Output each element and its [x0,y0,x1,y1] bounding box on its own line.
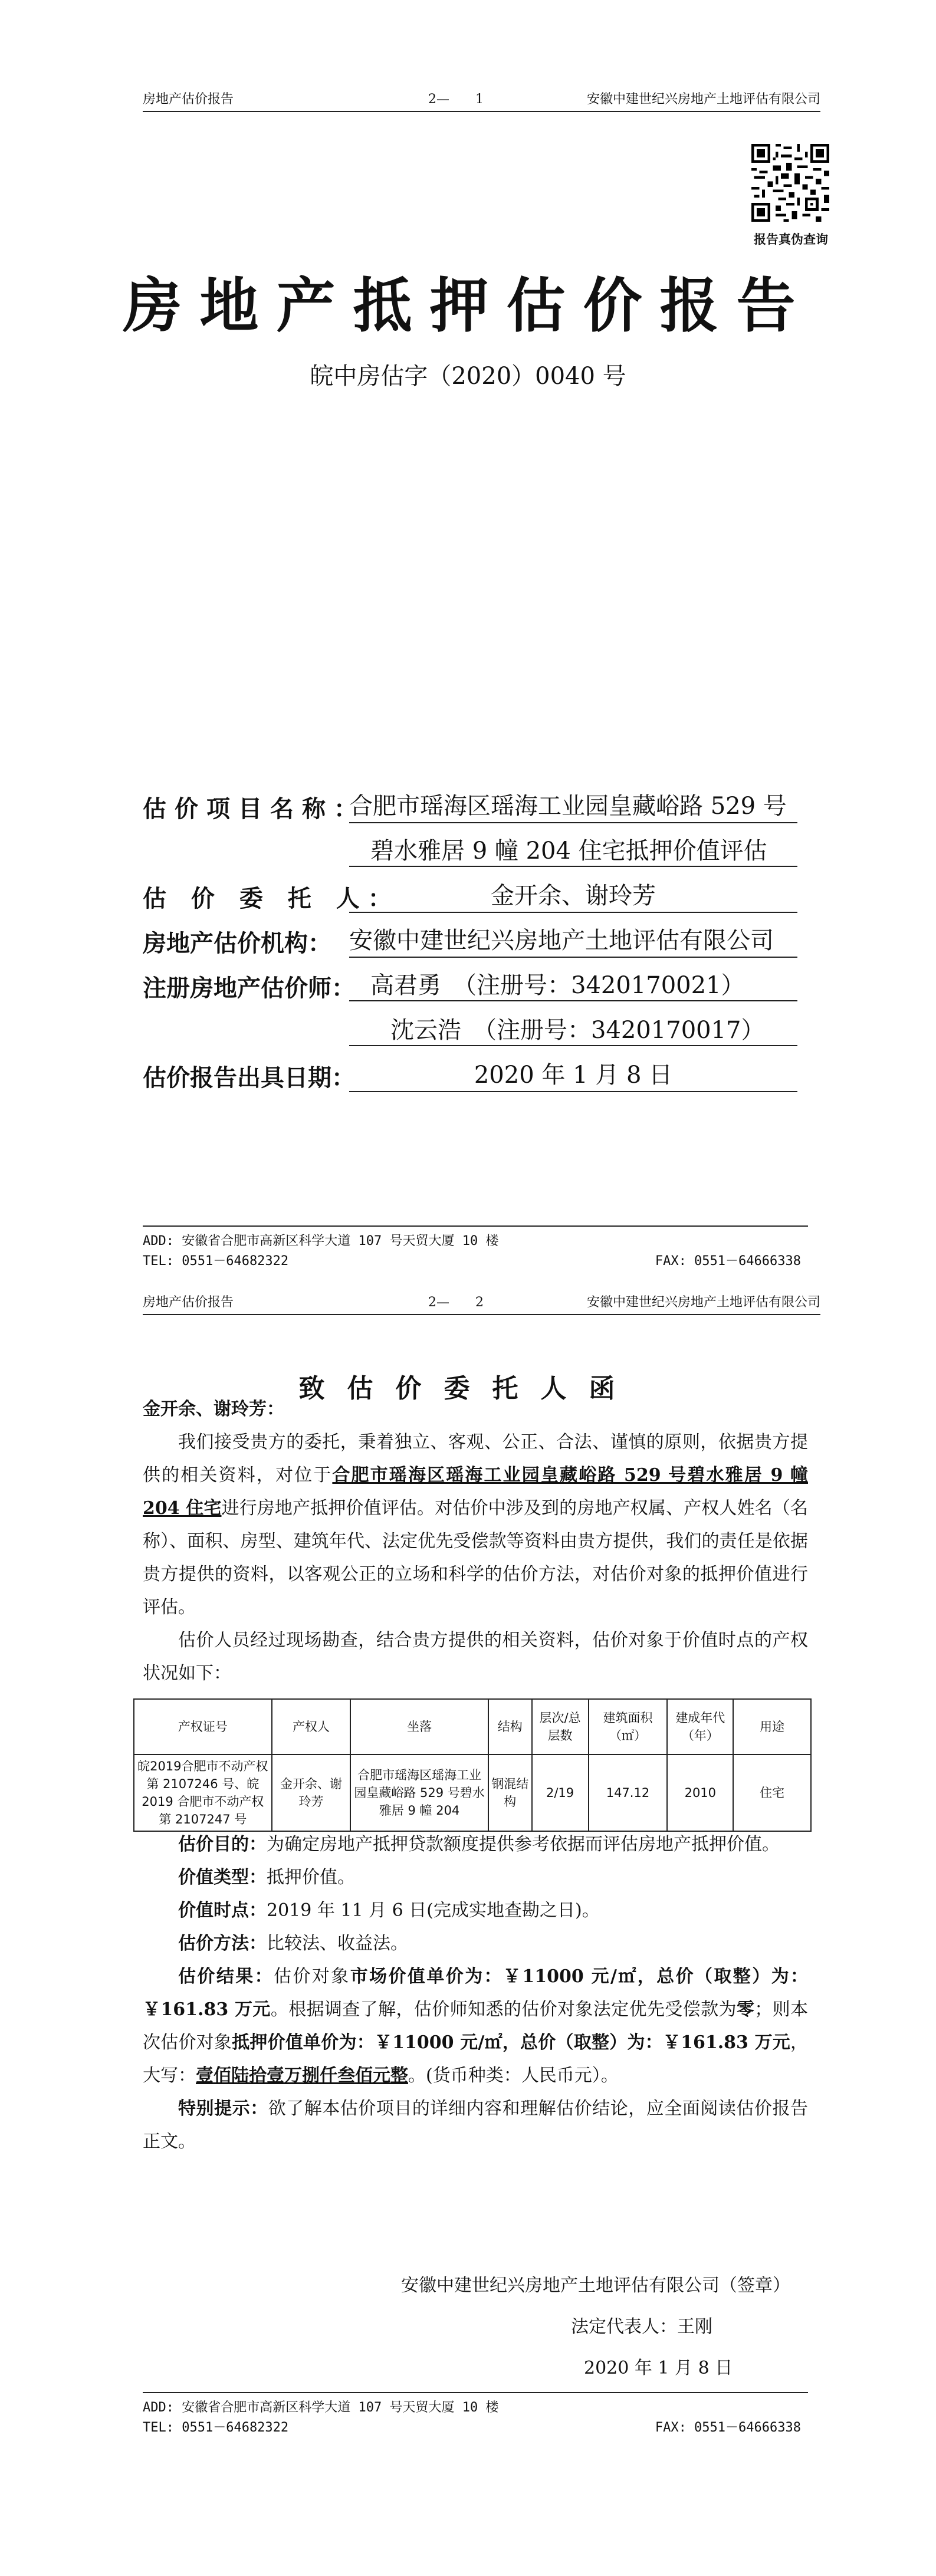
item-result [143,1960,808,2092]
info-value: 碧水雅居 9 幢 204 住宅抵押价值评估 [349,835,797,867]
info-label: 估价项目名称： [143,795,366,823]
table-header: 产权人 [272,1699,351,1754]
letter-paragraph-1 [143,1426,808,1624]
item-value: 2019 年 11 月 6 日(完成实地查勘之日)。 [267,1900,600,1921]
cover-info-block [143,790,809,1104]
item-label: 价值类型： [178,1867,267,1888]
letter-greeting: 金开余、谢玲芳： [143,1399,284,1420]
info-label: 估价报告出具日期： [143,1064,355,1092]
result-market-value: 市场价值单价为：￥11000 元/㎡，总价（取整）为：￥161.83 万元 [143,1966,809,2020]
table-header: 建筑面积（㎡） [589,1699,668,1754]
footer-divider [143,1225,808,1227]
item-value: 欲了解本估价项目的详细内容和理解估价结论，应全面阅读估价报告正文。 [143,2098,809,2152]
item-value: 比较法、收益法。 [267,1933,408,1954]
footer-fax: FAX: 0551－64666338 [655,2420,801,2435]
info-value: 合肥市瑶海区瑶海工业园皇藏峪路 529 号 [349,790,797,823]
page-footer [143,2392,801,2438]
result-priority-claims: 零 [736,1999,755,2020]
header-left: 房地产估价报告 [143,92,234,107]
info-row-project-cont [143,835,809,880]
letter-page [0,1292,936,2576]
property-rights-table [133,1698,812,1832]
document-number: 皖中房估字（2020）0040 号 [310,363,626,390]
result-text: ，大写： [143,2032,808,2086]
footer-contact [143,1251,801,1271]
result-text: 估价对象 [274,1966,350,1987]
result-text: 。(货币种类：人民币元）。 [408,2065,619,2086]
signing-company: 安徽中建世纪兴房地产土地评估有限公司（签章） [401,2275,790,2296]
header-page-number: 2— 1 [428,92,484,107]
table-cell: 2010 [667,1754,733,1831]
table-cell: 合肥市瑶海区瑶海工业园皇藏峪路 529 号碧水雅居 9 幢 204 [350,1754,488,1831]
table-header: 结构 [488,1699,532,1754]
result-mortgage-value: 抵押价值单价为：￥11000 元/㎡，总价（取整）为：￥161.83 万元 [232,2032,790,2053]
footer-fax: FAX: 0551－64666338 [655,1254,801,1269]
item-special-note [143,2092,808,2158]
info-value: 高君勇 （注册号：3420170021） [349,970,797,1001]
footer-address: ADD: 安徽省合肥市高新区科学大道 107 号天贸大厦 10 楼 [143,2400,499,2415]
item-label: 价值时点： [178,1900,267,1921]
info-row-appraiser-2 [143,1014,809,1059]
qr-caption: 报告真伪查询 [754,232,828,247]
result-amount-words: 壹佰陆拾壹万捌仟叁佰元整 [196,2065,408,2086]
table-cell: 皖2019合肥市不动产权第 2107246 号、皖2019 合肥市不动产权第 2107247 号 [134,1754,272,1831]
table-cell: 147.12 [589,1754,668,1831]
appraisal-items [143,1828,808,2158]
header-left: 房地产估价报告 [143,1295,234,1310]
p1-text-c: 进行房地产抵押价值评估。对估价中涉及到的房地产权属、产权人姓名（名称）、面积、房型、建筑年代、法定优先受偿款等资料由贵方提供，我们的责任是依据贵方提供的资料，以客观公正的立场和科学的估价方法，对估价对象的抵押价值进行评估。 [143,1498,808,1618]
letter-body-top [143,1393,808,1690]
table-header: 层次/总层数 [532,1699,589,1754]
result-text: 。根据调查了解，估价师知悉的估价对象法定优先受偿款为 [270,1999,737,2020]
item-method [143,1927,808,1960]
info-row-appraiser-1 [143,970,809,1014]
legal-representative: 法定代表人：王刚 [571,2317,712,2337]
item-value-date [143,1894,808,1927]
table-cell: 2/19 [532,1754,589,1831]
footer-divider [143,2392,808,2393]
table-header: 坐落 [350,1699,488,1754]
letter-title: 致估价委托人函 [298,1374,638,1404]
table-header-row [134,1699,811,1754]
table-cell: 金开余、谢玲芳 [272,1754,351,1831]
item-value: 为确定房地产抵押贷款额度提供参考依据而评估房地产抵押价值。 [267,1834,780,1855]
table-header: 用途 [733,1699,811,1754]
result-text: ；则本次估价对象 [143,1999,809,2053]
table-header: 建成年代（年） [667,1699,733,1754]
page-header [143,1292,820,1315]
p1-property-address: 合肥市瑶海区瑶海工业园皇藏峪路 529 号碧水雅居 9 幢 204 住宅 [143,1465,808,1519]
info-label: 注册房地产估价师： [143,974,355,1002]
info-value: 金开余、谢玲芳 [349,880,797,913]
page-footer [143,1225,801,1271]
footer-tel: TEL: 0551－64682322 [143,1254,289,1269]
info-label: 房地产估价机构： [143,929,331,957]
info-row-project [143,790,809,835]
header-right: 安徽中建世纪兴房地产土地评估有限公司 [586,92,820,107]
info-row-agency [143,925,809,970]
item-label: 估价结果： [178,1966,274,1987]
header-page-number: 2— 2 [428,1295,484,1310]
footer-contact [143,2418,801,2438]
item-purpose [143,1828,808,1861]
info-value: 沈云浩 （注册号：3420170017） [349,1014,797,1046]
report-title: 房地产抵押估价报告 [123,271,813,340]
item-label: 特别提示： [178,2098,268,2119]
qr-code-icon[interactable] [751,144,829,222]
table-cell: 住宅 [733,1754,811,1831]
table-cell: 钢混结构 [488,1754,532,1831]
footer-tel: TEL: 0551－64682322 [143,2420,289,2435]
info-value: 安徽中建世纪兴房地产土地评估有限公司 [349,925,797,958]
signing-date: 2020 年 1 月 8 日 [584,2358,733,2378]
header-right: 安徽中建世纪兴房地产土地评估有限公司 [586,1295,820,1310]
info-row-client [143,880,809,925]
letter-paragraph-2: 估价人员经过现场勘查，结合贵方提供的相关资料，估价对象于价值时点的产权状况如下： [143,1630,808,1684]
info-label: 估 价 委 托 人： [143,885,400,912]
table-row [134,1754,811,1831]
page-header [143,88,820,112]
p1-text-a: 我们接受贵方的委托，秉着独立、客观、公正、合法、谨慎的原则，依据贵方提供的相关资料，对位于 [143,1432,808,1486]
info-row-date [143,1059,809,1104]
footer-address: ADD: 安徽省合肥市高新区科学大道 107 号天贸大厦 10 楼 [143,1234,499,1248]
table-header: 产权证号 [134,1699,272,1754]
item-label: 估价方法： [178,1933,267,1954]
item-value-type [143,1861,808,1894]
item-value: 抵押价值。 [267,1867,355,1888]
info-value: 2020 年 1 月 8 日 [349,1059,797,1092]
item-label: 估价目的： [178,1834,267,1855]
